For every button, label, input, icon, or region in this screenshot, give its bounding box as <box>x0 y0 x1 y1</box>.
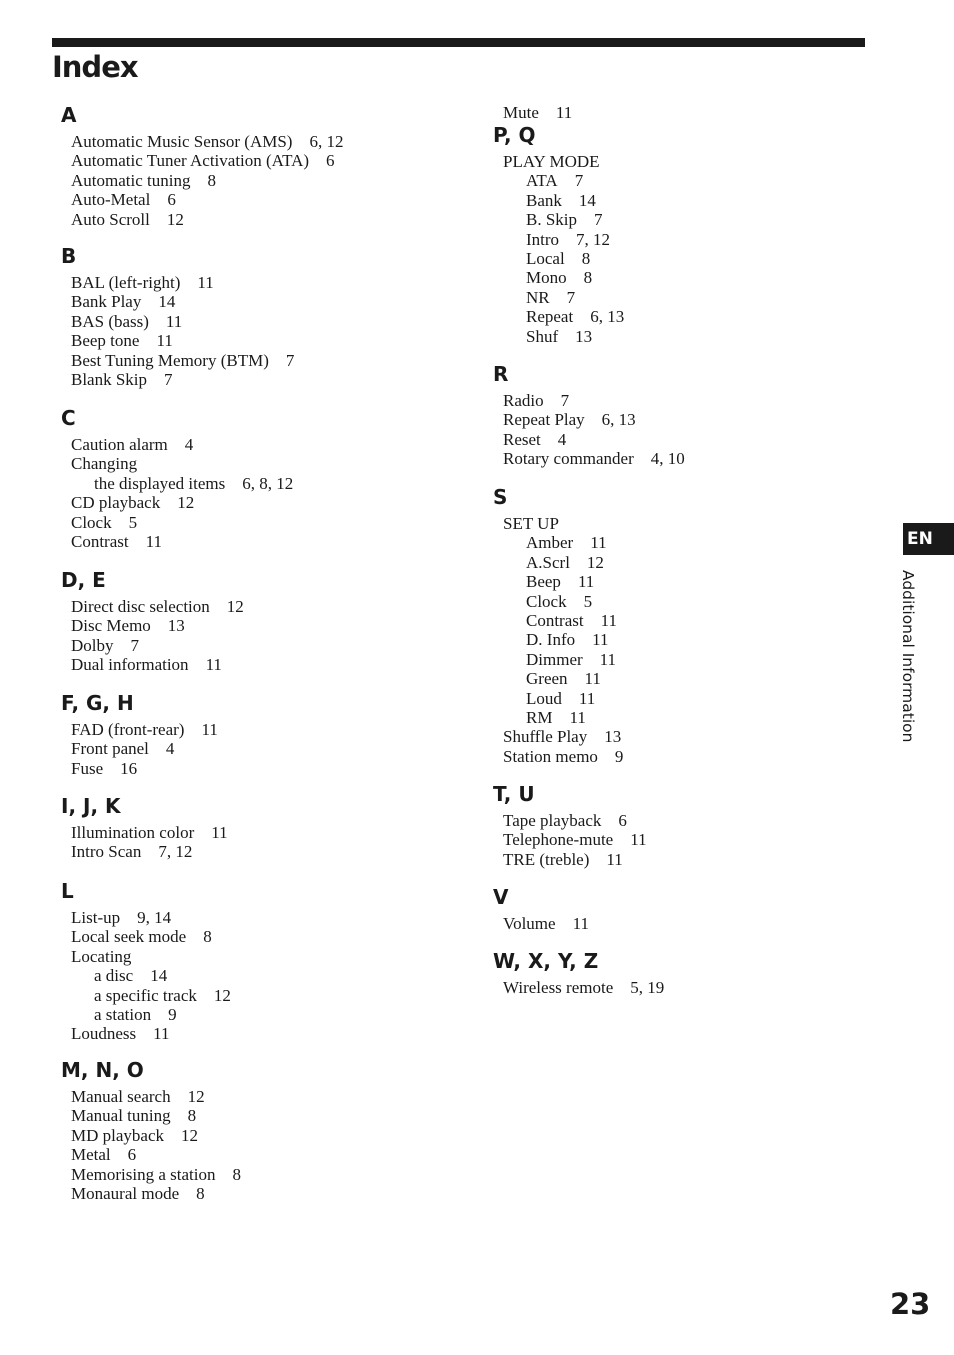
index-entry <box>61 616 244 635</box>
entry-term: Telephone-mute <box>503 830 614 850</box>
index-entry <box>61 312 294 331</box>
entry-page-refs: 6, 13 <box>590 307 625 327</box>
entry-term: Manual search <box>71 1087 171 1106</box>
index-subentry <box>493 708 623 727</box>
entry-page-refs: 11 <box>205 655 222 675</box>
entry-page-refs: 13 <box>167 616 185 636</box>
entry-page-refs: 12 <box>213 985 231 1005</box>
section-letter: P, Q <box>493 123 536 147</box>
entry-page-refs: 12 <box>226 597 244 616</box>
entry-page-refs: 11 <box>197 273 214 292</box>
entry-term: Locating <box>71 946 132 966</box>
entry-page-refs: 11 <box>555 103 573 122</box>
entry-page-refs: 6 <box>326 151 335 171</box>
entry-page-refs: 8 <box>203 927 212 947</box>
entry-page-refs: 5, 19 <box>630 978 665 997</box>
index-entry <box>493 914 589 933</box>
entry-term: BAS (bass) <box>71 311 149 331</box>
index-subentry <box>493 592 623 611</box>
entry-page-refs: 7 <box>594 210 603 230</box>
entry-term: TRE (treble) <box>503 849 590 869</box>
index-subentry <box>61 474 293 493</box>
entry-term: A.Scrl <box>526 552 570 572</box>
index-entry <box>493 727 623 746</box>
entry-term: Mute <box>503 103 539 122</box>
entry-page-refs: 6 <box>618 811 627 830</box>
entry-list <box>61 132 343 229</box>
index-entry <box>61 1126 241 1145</box>
entry-page-refs: 8 <box>187 1106 197 1126</box>
entry-term: Dual information <box>71 655 189 675</box>
entry-page-refs: 14 <box>158 292 176 312</box>
entry-page-refs: 7, 12 <box>158 842 193 862</box>
entry-page-refs: 12 <box>177 493 195 513</box>
entry-page-refs: 11 <box>590 533 607 553</box>
entry-term: Loudness <box>71 1024 137 1044</box>
entry-page-refs: 12 <box>181 1125 199 1145</box>
entry-page-refs: 13 <box>604 727 622 747</box>
entry-term: Best Tuning Memory (BTM) <box>71 350 269 370</box>
index-entry <box>61 435 293 454</box>
index-entry <box>61 759 218 778</box>
section-letter: W, X, Y, Z <box>493 949 599 973</box>
entry-term: PLAY MODE <box>503 152 600 171</box>
entry-term: Auto-Metal <box>71 190 151 210</box>
entry-term: Manual tuning <box>71 1106 171 1126</box>
entry-page-refs: 4 <box>165 739 175 759</box>
index-entry <box>493 391 685 410</box>
index-subentry <box>493 307 624 326</box>
entry-term: Beep tone <box>71 331 140 351</box>
section-side-label: Additional Information <box>899 570 917 743</box>
entry-page-refs: 4 <box>557 429 567 449</box>
entry-page-refs: 12 <box>187 1087 205 1106</box>
entry-term: Illumination color <box>71 823 195 842</box>
entry-term: Repeat Play <box>503 410 585 430</box>
entry-page-refs: 11 <box>153 1024 170 1044</box>
entry-list <box>61 435 293 551</box>
entry-list <box>493 514 623 766</box>
entry-page-refs: 8 <box>581 248 591 268</box>
entry-term: Automatic Tuner Activation (ATA) <box>71 151 310 171</box>
section-letter: M, N, O <box>61 1058 144 1082</box>
entry-page-refs: 12 <box>586 552 604 572</box>
entry-list <box>493 914 589 933</box>
entry-term: Reset <box>503 429 541 449</box>
entry-term: Clock <box>526 591 567 611</box>
entry-page-refs: 11 <box>156 331 173 351</box>
section-letter: T, U <box>493 782 535 806</box>
entry-term: Mono <box>526 268 567 288</box>
index-entry <box>61 720 218 739</box>
index-subentry <box>493 288 624 307</box>
entry-term: SET UP <box>503 514 559 533</box>
index-entry <box>61 1165 241 1184</box>
entry-page-refs: 8 <box>196 1183 205 1203</box>
index-entry <box>61 210 343 229</box>
entry-page-refs: 8 <box>207 170 216 190</box>
entry-term: Local <box>526 248 565 268</box>
entry-term: Green <box>526 669 568 689</box>
index-entry <box>61 823 228 842</box>
entry-term: Automatic Music Sensor (AMS) <box>71 132 293 151</box>
section-letter: L <box>61 879 74 903</box>
entry-page-refs: 6, 13 <box>601 410 636 430</box>
entry-page-refs: 9 <box>614 746 624 766</box>
index-subentry <box>493 572 623 591</box>
index-entry <box>61 370 294 389</box>
entry-page-refs: 11 <box>599 649 617 669</box>
entry-term: Bank <box>526 190 562 210</box>
entry-term: Repeat <box>526 307 574 327</box>
entry-page-refs: 5 <box>583 591 593 611</box>
index-entry <box>493 850 647 869</box>
index-subentry <box>61 986 231 1005</box>
entry-term: Contrast <box>71 531 129 551</box>
page-title: Index <box>52 50 138 84</box>
entry-term: Local seek mode <box>71 927 187 947</box>
index-entry <box>493 410 685 429</box>
index-subentry <box>493 230 624 249</box>
index-entry <box>61 1184 241 1203</box>
entry-list <box>61 823 228 862</box>
entry-term: Auto Scroll <box>71 209 150 229</box>
entry-page-refs: 16 <box>120 758 138 778</box>
index-entry <box>61 1106 241 1125</box>
entry-list <box>493 391 685 469</box>
entry-page-refs: 9, 14 <box>137 908 172 927</box>
index-subentry <box>493 611 623 630</box>
index-entry <box>61 513 293 532</box>
index-entry <box>61 151 343 170</box>
entry-term: Bank Play <box>71 292 142 312</box>
entry-page-refs: 7 <box>574 171 584 191</box>
entry-page-refs: 11 <box>201 720 218 739</box>
index-entry <box>493 811 647 830</box>
index-entry <box>61 493 293 512</box>
index-entry <box>493 152 624 171</box>
entry-page-refs: 12 <box>166 209 184 229</box>
entry-list <box>61 908 231 1044</box>
entry-page-refs: 7, 12 <box>576 229 611 249</box>
entry-term: Loud <box>526 688 562 708</box>
entry-term: Intro Scan <box>71 842 142 862</box>
index-entry <box>61 1145 241 1164</box>
entry-term: Radio <box>503 391 544 410</box>
entry-term: CD playback <box>71 493 161 513</box>
entry-page-refs: 11 <box>569 707 586 727</box>
entry-page-refs: 6 <box>167 190 176 210</box>
entry-list <box>493 811 647 869</box>
entry-page-refs: 7 <box>285 350 295 370</box>
index-entry <box>61 655 244 674</box>
index-subentry <box>493 171 624 190</box>
index-subentry <box>493 669 623 688</box>
entry-list <box>61 1087 241 1203</box>
entry-term: Metal <box>71 1145 111 1165</box>
index-entry <box>61 927 231 946</box>
entry-page-refs: 7 <box>164 369 173 389</box>
index-entry <box>61 190 343 209</box>
index-entry <box>61 842 228 861</box>
entry-page-refs: 11 <box>577 572 595 592</box>
index-entry <box>493 978 664 997</box>
section-letter: D, E <box>61 568 106 592</box>
entry-term: the displayed items <box>94 473 226 493</box>
entry-term: ATA <box>526 171 558 191</box>
entry-page-refs: 11 <box>584 669 601 689</box>
entry-term: Automatic tuning <box>71 170 191 190</box>
entry-page-refs: 14 <box>578 190 596 210</box>
entry-term: B. Skip <box>526 210 578 230</box>
entry-list <box>493 103 572 122</box>
index-subentry <box>493 689 623 708</box>
entry-term: Shuffle Play <box>503 727 588 747</box>
entry-term: Amber <box>526 533 574 553</box>
index-subentry <box>493 268 624 287</box>
entry-term: BAL (left-right) <box>71 273 181 292</box>
index-entry <box>61 739 218 758</box>
entry-term: Memorising a station <box>71 1164 216 1184</box>
index-entry <box>61 351 294 370</box>
section-letter: F, G, H <box>61 691 134 715</box>
index-entry <box>61 273 294 292</box>
entry-page-refs: 4 <box>184 435 194 454</box>
entry-page-refs: 9 <box>168 1004 177 1024</box>
index-entry <box>493 830 647 849</box>
section-letter: A <box>61 103 77 127</box>
index-entry <box>493 747 623 766</box>
entry-page-refs: 11 <box>578 688 596 708</box>
entry-term: Changing <box>71 454 138 474</box>
index-entry <box>61 171 343 190</box>
index-entry <box>61 292 294 311</box>
entry-page-refs: 11 <box>572 914 589 933</box>
index-entry <box>61 454 293 473</box>
entry-term: Direct disc selection <box>71 597 210 616</box>
language-tab: EN <box>903 523 954 555</box>
entry-page-refs: 11 <box>606 849 623 869</box>
entry-list <box>493 978 664 997</box>
index-entry <box>61 636 244 655</box>
index-subentry <box>61 1005 231 1024</box>
entry-page-refs: 11 <box>630 830 647 850</box>
entry-term: Rotary commander <box>503 449 634 469</box>
index-subentry <box>493 533 623 552</box>
page-number: 23 <box>890 1287 931 1321</box>
entry-list <box>61 273 294 389</box>
entry-term: Wireless remote <box>503 978 614 997</box>
entry-term: Intro <box>526 229 560 249</box>
entry-term: Tape playback <box>503 811 602 830</box>
section-letter: C <box>61 406 76 430</box>
entry-page-refs: 11 <box>600 610 617 630</box>
index-subentry <box>493 630 623 649</box>
index-entry <box>493 514 623 533</box>
entry-list <box>61 597 244 675</box>
entry-term: Station memo <box>503 746 598 766</box>
entry-term: RM <box>526 707 553 727</box>
entry-page-refs: 11 <box>145 531 162 551</box>
index-entry <box>61 1087 241 1106</box>
entry-term: FAD (front-rear) <box>71 720 185 739</box>
index-entry <box>493 430 685 449</box>
entry-term: Dolby <box>71 635 114 655</box>
index-subentry <box>493 553 623 572</box>
entry-term: Blank Skip <box>71 369 148 389</box>
index-entry <box>61 597 244 616</box>
entry-term: a specific track <box>94 985 197 1005</box>
entry-page-refs: 6 <box>127 1145 137 1165</box>
top-rule <box>52 38 865 47</box>
entry-term: a station <box>94 1004 152 1024</box>
entry-page-refs: 5 <box>128 512 138 532</box>
index-entry <box>61 331 294 350</box>
index-subentry <box>493 210 624 229</box>
entry-term: D. Info <box>526 630 576 650</box>
entry-page-refs: 11 <box>592 630 609 650</box>
entry-term: Caution alarm <box>71 435 168 454</box>
entry-page-refs: 8 <box>583 268 593 288</box>
entry-term: Fuse <box>71 758 104 778</box>
index-entry <box>493 449 685 468</box>
entry-page-refs: 4, 10 <box>650 449 685 469</box>
entry-page-refs: 11 <box>165 311 183 331</box>
entry-page-refs: 6, 12 <box>309 132 344 151</box>
entry-page-refs: 6, 8, 12 <box>242 473 294 493</box>
entry-term: Clock <box>71 512 112 532</box>
entry-page-refs: 11 <box>211 823 228 842</box>
entry-term: Dimmer <box>526 649 583 669</box>
index-entry <box>493 103 572 122</box>
index-entry <box>61 1024 231 1043</box>
index-entry <box>61 132 343 151</box>
index-subentry <box>493 249 624 268</box>
index-subentry <box>493 191 624 210</box>
entry-term: List-up <box>71 908 121 927</box>
index-subentry <box>493 327 624 346</box>
entry-term: Contrast <box>526 610 584 630</box>
entry-page-refs: 8 <box>232 1164 241 1184</box>
section-letter: S <box>493 485 508 509</box>
entry-list <box>61 720 218 778</box>
entry-term: NR <box>526 287 550 307</box>
entry-term: Front panel <box>71 739 149 759</box>
index-entry <box>61 532 293 551</box>
entry-term: Beep <box>526 572 561 592</box>
entry-term: Monaural mode <box>71 1183 180 1203</box>
entry-term: MD playback <box>71 1125 165 1145</box>
entry-page-refs: 7 <box>566 287 576 307</box>
entry-term: Disc Memo <box>71 616 151 636</box>
section-letter: I, J, K <box>61 794 121 818</box>
entry-term: Shuf <box>526 326 559 346</box>
index-entry <box>61 908 231 927</box>
section-letter: B <box>61 244 77 268</box>
entry-term: a disc <box>94 966 134 986</box>
entry-list <box>493 152 624 346</box>
index-subentry <box>61 966 231 985</box>
entry-page-refs: 7 <box>130 635 139 655</box>
section-letter: V <box>493 885 509 909</box>
entry-page-refs: 14 <box>150 966 168 986</box>
entry-page-refs: 13 <box>575 326 593 346</box>
index-entry <box>61 947 231 966</box>
entry-term: Volume <box>503 914 556 933</box>
entry-page-refs: 7 <box>560 391 570 410</box>
section-letter: R <box>493 362 509 386</box>
index-subentry <box>493 650 623 669</box>
